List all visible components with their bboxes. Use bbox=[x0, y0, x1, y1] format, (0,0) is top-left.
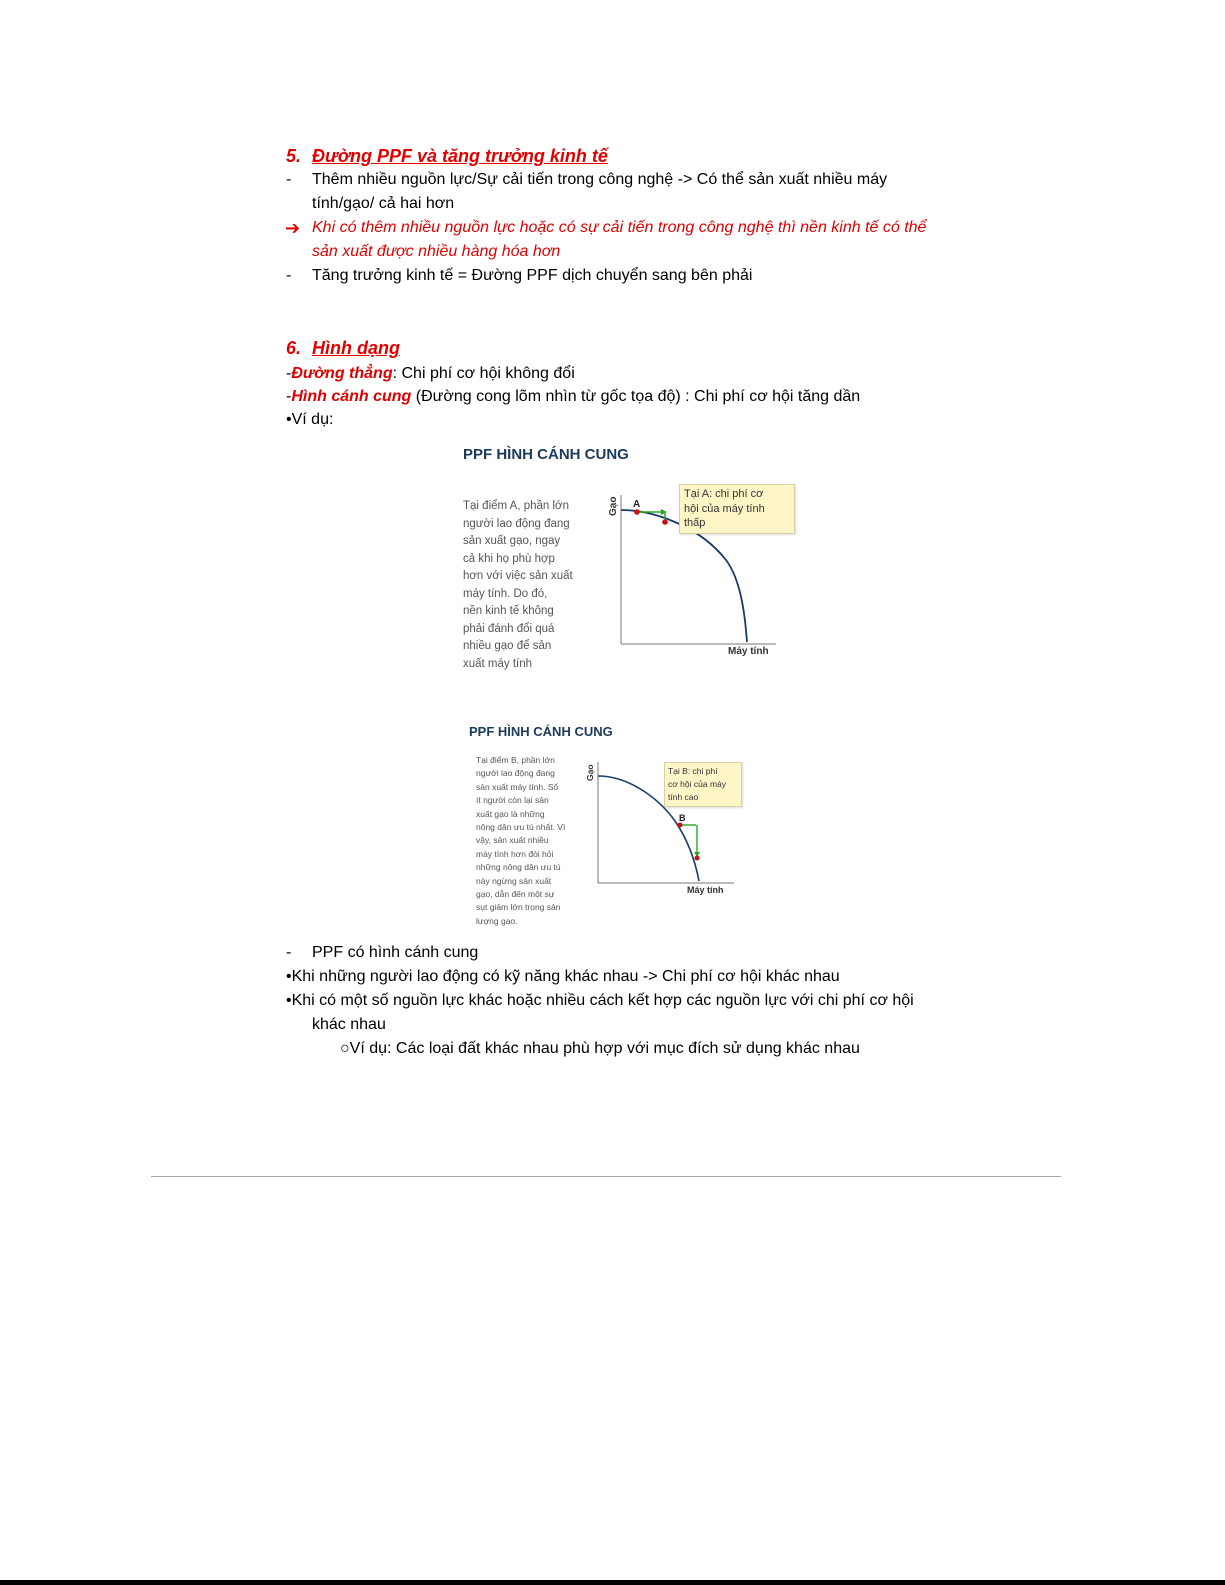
section-6-number: 6. bbox=[286, 338, 302, 358]
figure-a-point-a-dot bbox=[634, 509, 640, 515]
figure-b-desc-line: người lao động đang bbox=[476, 768, 555, 779]
figure-b-desc-line: Tại điểm B, phần lớn bbox=[476, 755, 555, 765]
reason-resources-line2: khác nhau bbox=[312, 1016, 386, 1033]
figure-a-xlabel: Máy tính bbox=[728, 646, 769, 657]
dash-marker: - bbox=[286, 171, 292, 188]
bow-prefix: - bbox=[286, 388, 292, 405]
figure-b-desc-line: nông dân ưu tú nhất. Vì bbox=[476, 822, 566, 833]
figure-ppf-point-a bbox=[456, 440, 796, 680]
figure-ppf-point-b bbox=[462, 718, 762, 932]
page-divider bbox=[151, 1176, 1061, 1177]
figure-b-title: PPF HÌNH CÁNH CUNG bbox=[469, 724, 613, 739]
figure-a-desc-line: người lao động đang bbox=[463, 517, 570, 530]
figure-a-desc-line: hơn với việc sản xuất bbox=[463, 570, 573, 582]
conclusion-line1: Khi có thêm nhiều nguồn lực hoặc có sự cải tiến trong công nghệ thì nền kinh tế có thể bbox=[312, 219, 927, 236]
bullet-growth: Tăng trưởng kinh tế = Đường PPF dịch chuyển sang bên phải bbox=[312, 267, 753, 284]
figure-b-desc-line: máy tính hơn đòi hỏi bbox=[476, 848, 554, 859]
figure-b-chart bbox=[462, 718, 762, 932]
conclusion-line2: sản xuất được nhiều hàng hóa hơn bbox=[312, 243, 561, 260]
straight-term: Đường thẳng bbox=[291, 365, 393, 382]
arrow-right-icon: ➔ bbox=[285, 218, 301, 238]
figure-a-point-label: A bbox=[633, 499, 641, 510]
figure-b-desc-line: ít người còn lại sản bbox=[476, 795, 549, 806]
figure-b-desc-line: xuất gạo là những bbox=[476, 808, 545, 819]
figure-a-desc-line: máy tính. Do đó, bbox=[463, 587, 548, 600]
figure-a-arrow-head bbox=[661, 509, 667, 515]
bow-shape-item bbox=[286, 385, 860, 409]
figure-a-desc-line: sản xuất gạo, ngay bbox=[463, 535, 561, 547]
figure-a-callout bbox=[679, 484, 795, 534]
bottom-border bbox=[0, 1580, 1225, 1585]
example-label: •Ví dụ: bbox=[286, 411, 334, 428]
figure-b-callout bbox=[664, 762, 742, 807]
section-6-title: Hình dạng bbox=[312, 338, 401, 358]
section-5-number: 5. bbox=[286, 146, 302, 166]
figure-b-xlabel: Máy tính bbox=[687, 885, 724, 895]
straight-line-item bbox=[286, 362, 575, 386]
figure-a-ylabel: Gạo bbox=[608, 496, 619, 516]
figure-a-desc-line: nhiều gạo để sản bbox=[463, 640, 552, 652]
figure-b-point-shift-dot bbox=[695, 856, 700, 861]
figure-a-desc-line: phải đánh đổi quá bbox=[463, 622, 555, 635]
figure-a-title: PPF HÌNH CÁNH CUNG bbox=[463, 446, 629, 463]
figure-a-callout-line: Tại A: chi phí cơ bbox=[684, 488, 764, 500]
bullet-ppf-bow-shape: PPF có hình cánh cung bbox=[312, 944, 479, 961]
dash-marker: - bbox=[286, 944, 292, 961]
bow-text: (Đường cong lõm nhìn từ gốc tọa độ) : Chi phí cơ hội tăng dần bbox=[411, 388, 861, 405]
figure-a-desc-line: cả khi họ phù hợp bbox=[463, 552, 555, 565]
figure-b-desc-line: sản xuất máy tính. Số bbox=[476, 781, 559, 792]
figure-b-callout-line: cơ hội của máy bbox=[668, 779, 727, 789]
section-6-heading bbox=[286, 336, 400, 360]
figure-a-chart bbox=[456, 440, 796, 680]
figure-a-callout-line: thấp bbox=[684, 517, 706, 529]
figure-b-callout-line: tính cao bbox=[668, 792, 699, 802]
straight-text: : Chi phí cơ hội không đổi bbox=[392, 365, 575, 382]
figure-a-desc-line: nền kinh tế không bbox=[463, 605, 554, 617]
dash-marker: - bbox=[286, 267, 292, 284]
section-5-title: Đường PPF và tăng trưởng kinh tế bbox=[312, 146, 608, 166]
figure-b-point-b-dot bbox=[678, 823, 683, 828]
figure-a-desc-line: Tại điểm A, phần lớn bbox=[463, 500, 569, 512]
figure-a-desc-line: xuất máy tính bbox=[463, 657, 533, 670]
figure-b-desc-line: sụt giảm lớn trong sản bbox=[476, 902, 561, 913]
figure-b-desc-line: gạo, dẫn đến một sự bbox=[476, 889, 555, 900]
figure-b-point-label: B bbox=[679, 813, 686, 823]
bullet-resources-line1: Thêm nhiều nguồn lực/Sự cải tiến trong công nghệ -> Có thể sản xuất nhiều máy bbox=[312, 171, 888, 188]
figure-b-desc-line: những nông dân ưu tú bbox=[476, 862, 561, 873]
reason-skills: •Khi những người lao động có kỹ năng khác nhau -> Chi phí cơ hội khác nhau bbox=[286, 968, 840, 985]
bullet-resources-line2: tính/gạo/ cả hai hơn bbox=[312, 195, 455, 212]
figure-a-point-shift-dot bbox=[662, 519, 668, 525]
figure-b-desc-line: vậy, sản xuất nhiều bbox=[476, 835, 549, 846]
section-5-heading bbox=[286, 144, 608, 168]
figure-b-desc-line: lượng gạo. bbox=[476, 915, 518, 926]
straight-prefix: - bbox=[286, 365, 292, 382]
sub-example-land: ○Ví dụ: Các loại đất khác nhau phù hợp với mục đích sử dụng khác nhau bbox=[340, 1040, 860, 1057]
figure-a-callout-line: hội của máy tính bbox=[684, 502, 765, 515]
figure-b-desc-line: này ngừng sản xuất bbox=[476, 875, 552, 886]
figure-b-callout-line: Tại B: chi phí bbox=[668, 766, 718, 776]
reason-resources-line1: •Khi có một số nguồn lực khác hoặc nhiều cách kết hợp các nguồn lực với chi phí cơ hội bbox=[286, 992, 914, 1009]
figure-b-ylabel: Gạo bbox=[585, 764, 595, 781]
bow-term: Hình cánh cung bbox=[291, 388, 412, 405]
